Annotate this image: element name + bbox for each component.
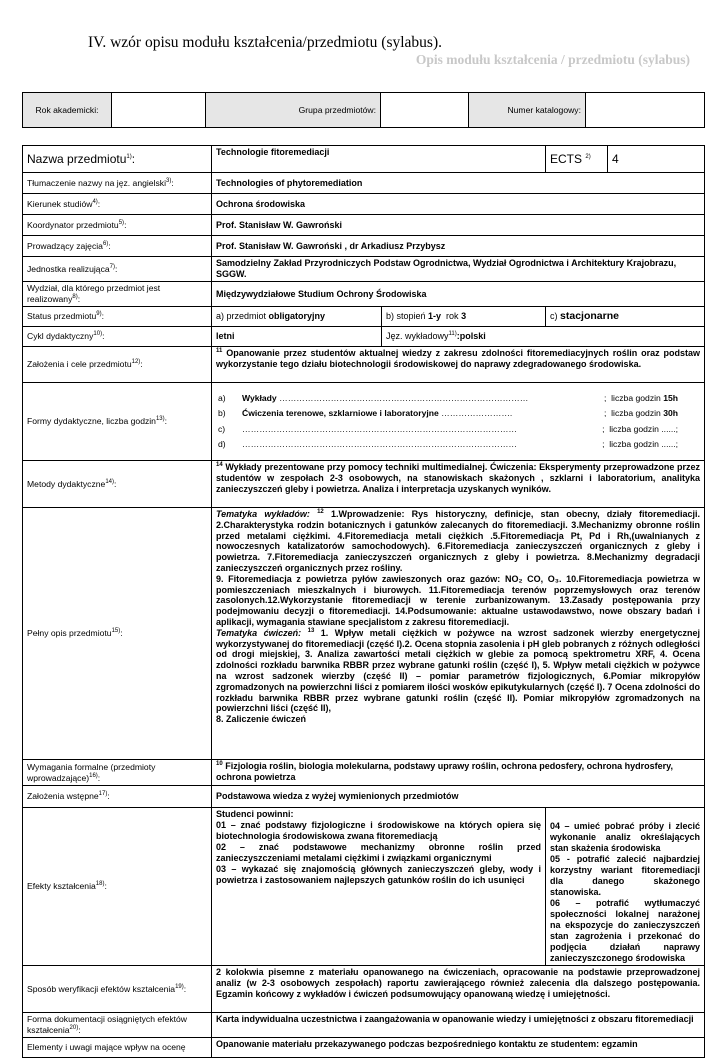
full-description-value: Tematyka wykładów: $^{12}$ 1.Wprowadzenie: Rys historyczny, definicje, stan obecny, działy fitoremediacji. 2.Charakterystyka rodzin botanicznych i gatunków zalecanych do fitoremediacji. 3.Mechanizmy obronne roślin przed metalami ciężkimi. 4.Fitoremediacja metali ciężkich .5.Fitoremediacja Pt, Pd i Rh,(uwalnianych z nowoczesnych katalizatorów samochodowych). 6.Fitoremediacja zanieczyszczeń organicznych z gleby i powietrza. 7.Fitoremediacja zanieczyszczeń organicznych z gleby i powietrza. 8.Mechanizmy degradacji zanieczyszczeń organicznych przez rośliny. 9. Fitoremediacja z powietrza pyłów zawieszonych oraz gazów: NO₂ CO, O₃. 10.Fitoremediacja powietrza w pomieszczeniach mieszkalnych i biurowych. 11.Fitoremediacja terenów poprzemysłowych oraz terenów zasolonych.12.Wykorzystanie fitoremediacji w terenie zurbanizowanym. 13.Zasady postępowania przy podejmowaniu decyzji o fitoremediacji. 14.Podsumowanie: aktualne ustawodawstwo, nowe obszary badań i aplikacji, wymagania stawiane specjalistom z zakresu fitoremediacji. Tematyka ćwiczeń: $^{13}$ 1. Wpływ metali ciężkich w pożywce na wzrost sadzonek wierzby energetycznej wykorzystywanej do fitoremediacji (część I).2. Ocena stopnia zasolenia i pH gleb pobranych z różnych odległości od drogi miejskiej, 3. Analiza zawartości metali ciężkich w glebie za pomocą spektrometru XRF, 4. Ocena zdolności rozkładu barwnika RBBR przez wybrane gatunki roślin (część I), 5. Wpływ metali ciężkich w pożywce na wzrost sadzonek wierzby (część II) – pomiar parametrów fizjologicznych, 6.Pomiar mikropyłów zgromadzonych na powierzchni liści z pomiarem ilości wosków epikutykularnych (część I). 7 Ocena zdolności do rozkładu barwnika RBBR przez wybrane gatunki roślin (część II). Pomiar mikropyłów zgromadzonych na powierzchni liści (część II), 8. Zaliczenie ćwiczeń: [212, 508, 705, 760]
subject-group-value: [381, 93, 469, 128]
top-info-table: [22, 92, 705, 128]
language-value: Jęz. wykładowy$^{11)}$:polski: [382, 327, 705, 347]
methods-label: Metody dydaktyczne$^{14)}$:: [23, 461, 212, 508]
document-subtitle: Opis modułu kształcenia / przedmiotu (sylabus): [415, 52, 690, 67]
status-type: a) przedmiot obligatoryjny: [212, 307, 382, 327]
syllabus-table: [22, 145, 705, 1058]
formal-req-value: $^{10}$ Fizjologia roślin, biologia molekularna, podstawy uprawy roślin, ochrona pedosfery, ochrona hydrosfery, ochrona powietrza: [212, 760, 705, 786]
faculty-label: Wydział, dla którego przedmiot jest realizowany$^{8)}$:: [23, 282, 212, 307]
forms-label: Formy dydaktyczne, liczba godzin$^{13)}$:: [23, 383, 212, 461]
outcomes-right: [546, 808, 705, 966]
prerequisites-label: Założenia wstępne$^{17)}$:: [23, 786, 212, 808]
forms-list: [212, 383, 705, 461]
forms-item: c) …………………………………………………………………………………… ; liczba godzin ......;: [218, 423, 679, 434]
outcomes-left: Studenci powinni: 01 – znać podstawy fizjologiczne i środowiskowe na których opiera się biotechnologia środowiskowa zwana fitoremediacją 02 – znać podstawowe mechanizmy obronne roślin przed zanieczyszczeniami metalami ciężkimi i związkami organicznymi 03 – wykazać się znajomością głównych zanieczyszczeń gleby, wody i powietrza i zastosowaniem najlepszych gatunków roślin do ich usunięci: [212, 808, 546, 966]
lecturers-value: Prof. Stanisław W. Gawroński , dr Arkadiusz Przybysz: [212, 236, 705, 257]
academic-year-label: Rok akademicki:: [23, 93, 112, 128]
verification-label: Sposób weryfikacji efektów kształcenia$^{19)}$:: [23, 966, 212, 1013]
status-label: Status przedmiotu$^{9)}$:: [23, 307, 212, 327]
lecturers-label: Prowadzący zajęcia$^{6)}$:: [23, 236, 212, 257]
outcome-item: 05 - potrafić zalecić najbardziej korzystny wariant fitoremediacji dla danego skażonego stanowiska.: [550, 854, 701, 897]
status-degree: b) stopień 1-y rok 3: [382, 307, 546, 327]
verification-value: 2 kolokwia pisemne z materiału opanowanego na ćwiczeniach, opracowanie na podstawie przeprowadzonej analiz (w 2-3 osobowych zespołach) raportu zawierającego również zalecenia dla dalszego postępowania. Egzamin końcowy z wykładów i ćwiczeń podsumowujący opanowaną wiedzę i umiejętności.: [212, 966, 705, 1013]
course-name-label: Nazwa przedmiotu$^{1)}$:: [23, 146, 212, 173]
outcome-item: 04 – umieć pobrać próby i zlecić wykonanie analiz określających stan skażenia środowiska: [550, 821, 701, 853]
ects-label: ECTS $^{2)}$: [546, 146, 608, 173]
outcome-item: 06 – potrafić wytłumaczyć społeczności lokalnej narażonej na ekspozycje do zanieczyszczeń stan zagrożenia i przekonać do podjęcia działań naprawy zanieczyszczonego środowiska: [550, 898, 701, 963]
coordinator-value: Prof. Stanisław W. Gawroński: [212, 215, 705, 236]
cycle-value: letni: [212, 327, 382, 347]
ects-value: 4: [608, 146, 705, 173]
prerequisites-value: Podstawowa wiedza z wyżej wymienionych przedmiotów: [212, 786, 705, 808]
field-value: Ochrona środowiska: [212, 194, 705, 215]
goals-label: Założenia i cele przedmiotu$^{12)}$:: [23, 347, 212, 383]
full-description-label: Pełny opis przedmiotu$^{15)}$:: [23, 508, 212, 760]
field-label: Kierunek studiów$^{4)}$:: [23, 194, 212, 215]
forms-item: d) …………………………………………………………………………………… ; liczba godzin ......;: [218, 439, 679, 449]
outcome-item: 03 – wykazać się znajomością głównych zanieczyszczeń gleby, wody i powietrza i zastosowaniem najlepszych gatunków roślin do ich usunięci: [216, 864, 542, 885]
methods-value: $^{14}$ Wykłady prezentowane przy pomocy techniki multimedialnej. Ćwiczenia: Eksperymenty przeprowadzone przez studentów w zespołach 2-3 osobowych, na stanowiskach skażonych , szklarni i laboratorium, analityka zanieczyszczeń gleby i powietrza. Analiza i interpretacja uzyskanych wyników.: [212, 461, 705, 508]
translation-label: Tłumaczenie nazwy na jęz. angielski$^{3)}$:: [23, 173, 212, 194]
coordinator-label: Koordynator przedmiotu$^{5)}$:: [23, 215, 212, 236]
outcomes-label: Efekty kształcenia$^{18)}$:: [23, 808, 212, 966]
faculty-value: Międzywydziałowe Studium Ochrony Środowiska: [212, 282, 705, 307]
catalog-number-label: Numer katalogowy:: [469, 93, 586, 128]
documentation-label: Forma dokumentacji osiągniętych efektów kształcenia$^{20)}$:: [23, 1013, 212, 1038]
academic-year-value: [112, 93, 206, 128]
formal-req-label: Wymagania formalne (przedmioty wprowadzające)$^{16)}$:: [23, 760, 212, 786]
outcome-item: 02 – znać podstawowe mechanizmy obronne roślin przed zanieczyszczeniami metalami ciężkimi i związkami organicznymi: [216, 842, 542, 863]
status-mode: c) stacjonarne: [546, 307, 705, 327]
unit-label: Jednostka realizująca$^{7)}$:: [23, 257, 212, 282]
goals-value: $^{11}$ Opanowanie przez studentów aktualnej wiedzy z zakresu zdolności fitoremediacyjnych roślin oraz podstaw wykorzystanie tego działu biotechnologii środowiskowej do naprawy zdegradowanego środowiska.: [212, 347, 705, 383]
grade-elements-label: Elementy i uwagi mające wpływ na ocenę: [23, 1038, 212, 1058]
unit-value: Samodzielny Zakład Przyrodniczych Podstaw Ogrodnictwa, Wydział Ogrodnictwa i Architektury Krajobrazu, SGGW.: [212, 257, 705, 282]
forms-item: a) Wykłady …………………………………………………………………………… ; liczba godzin 15h: [218, 392, 679, 403]
cycle-label: Cykl dydaktyczny$^{10)}$:: [23, 327, 212, 347]
course-name-value: Technologie fitoremediacji: [212, 146, 546, 173]
grade-elements-value: Opanowanie materiału przekazywanego podczas bezpośredniego kontaktu ze studentem: egzamin: [212, 1038, 705, 1058]
translation-value: Technologies of phytoremediation: [212, 173, 705, 194]
documentation-value: Karta indywidualna uczestnictwa i zaangażowania w opanowanie wiedzy i umiejętności z obszaru fitoremediacji: [212, 1013, 705, 1038]
outcome-item: 01 – znać podstawy fizjologiczne i środowiskowe na których opiera się biotechnologia środowiskowa zwana fitoremediacją: [216, 820, 542, 841]
catalog-number-value: [586, 93, 705, 128]
document-title: IV. wzór opisu modułu kształcenia/przedmiotu (sylabus).: [88, 34, 442, 51]
forms-item: b) Ćwiczenia terenowe, szklarniowe i laboratoryjne ……………………. ; liczba godzin 30h: [218, 408, 679, 418]
subject-group-label: Grupa przedmiotów:: [206, 93, 381, 128]
